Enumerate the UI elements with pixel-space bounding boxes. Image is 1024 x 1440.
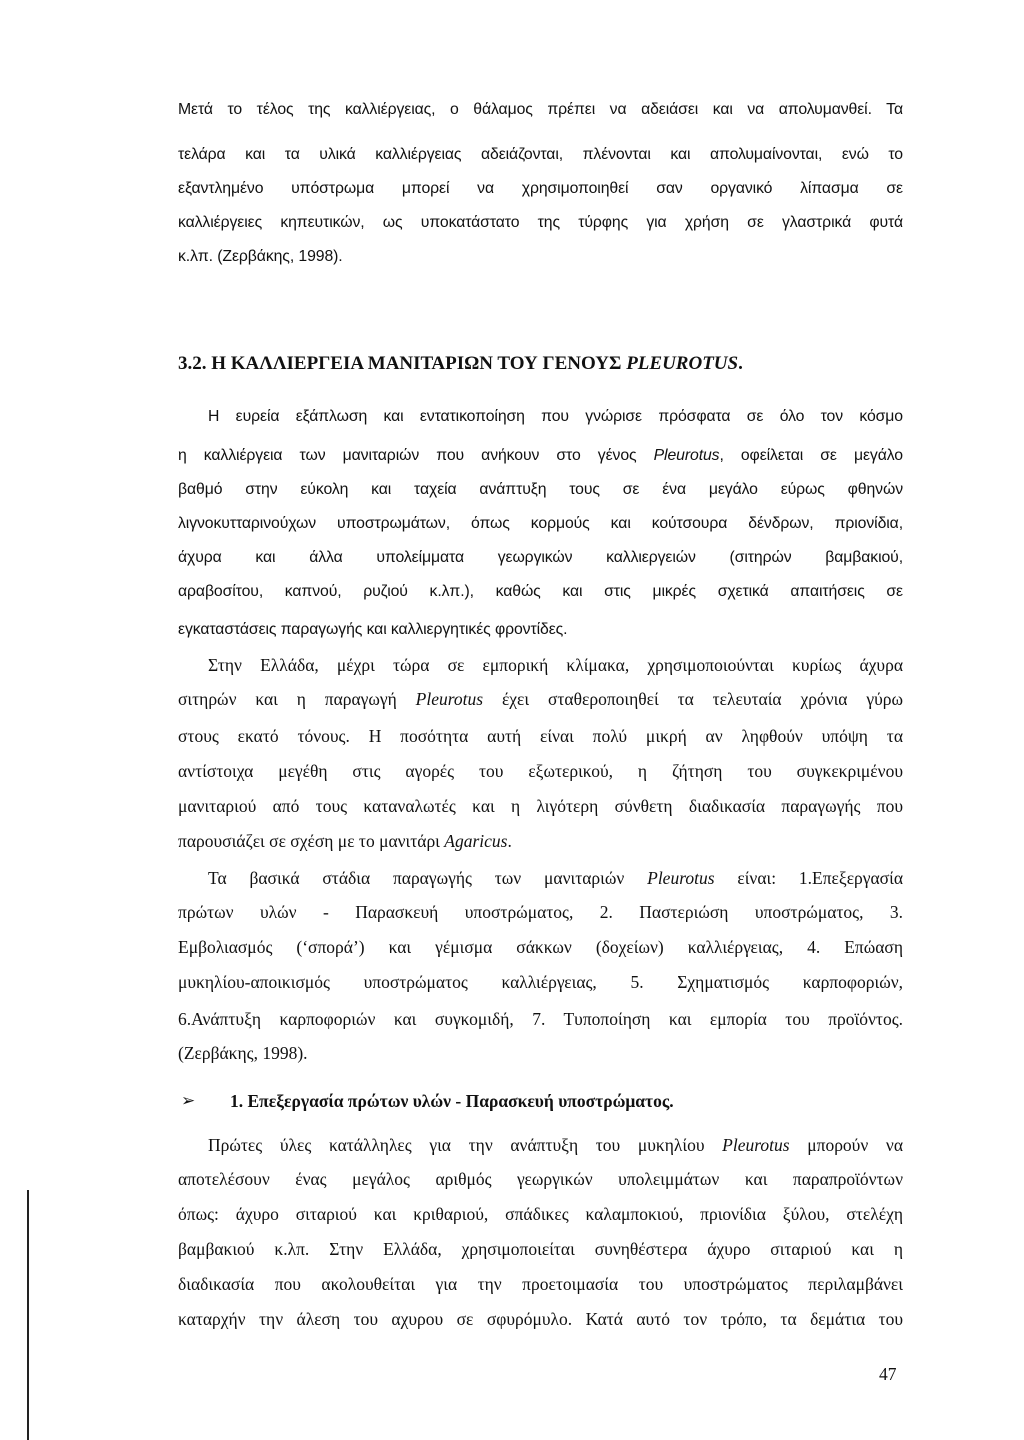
para3-line-4: μυκηλίου-αποικισμός υποστρώματος καλλιέργειας, 5. Σχηματισμός καρποφοριών, [178,972,903,992]
intro-line-5: κ.λπ. (Ζερβάκης, 1998). [178,248,343,265]
para3-line-2: πρώτων υλών - Παρασκευή υποστρώματος, 2. Παστεριώση υποστρώματος, 3. [178,902,903,922]
section-heading [178,353,743,375]
para2-line-6: παρουσιάζει σε σχέση με το μανιτάρι Agaricus. [178,831,512,851]
para4-line-2: αποτελέσουν ένας μεγάλος αριθμός γεωργικών υπολειμμάτων και παραπροϊόντων [178,1169,903,1189]
section-heading-title: 3.2. Η ΚΑΛΛΙΕΡΓΕΙΑ ΜΑΝΙΤΑΡΙΩΝ ΤΟΥ ΓΕΝΟΥΣ [178,353,627,374]
para2-line-2: σιτηρών και η παραγωγή Pleurotus έχει σταθεροποιηθεί τα τελευταία χρόνια γύρω [178,689,903,709]
para2-line-3: στους εκατό τόνους. Η ποσότητα αυτή είναι πολύ μικρή αν ληφθούν υπόψη τα [178,726,903,746]
intro-line-4: καλλιέργειες κηπευτικών, ως υποκατάστατο της τύρφης για χρήση σε γλαστρικά φυτά [178,214,903,231]
para1-line-2: η καλλιέργεια των μανιταριών που ανήκουν στο γένος Pleurotus, οφείλεται σε μεγάλο [178,447,903,464]
intro-line-3: εξαντλημένο υπόστρωμα μπορεί να χρησιμοποιηθεί σαν οργανικό λίπασμα σε [178,180,903,197]
intro-line-1: Μετά το τέλος της καλλιέργειας, ο θάλαμος πρέπει να αδειάσει και να απολυμανθεί. Τα [178,101,903,118]
para1-line-3: βαθμό στην εύκολη και ταχεία ανάπτυξη τους σε ένα μεγάλο εύρως φθηνών [178,481,903,498]
para4-line-6: καταρχήν την άλεση του αχυρου σε σφυρόμυλο. Κατά αυτό τον τρόπο, τα δεμάτια του [178,1309,903,1329]
intro-line-2: τελάρα και τα υλικά καλλιέργειας αδειάζονται, πλένονται και απολυμαίνονται, ενώ το [178,146,903,163]
para1-line-6: αραβοσίτου, καπνού, ρυζιού κ.λπ.), καθώς και στις μικρές σχετικά απαιτήσεις σε [178,583,903,600]
para3-line-6: (Ζερβάκης, 1998). [178,1043,308,1063]
para2-line-4: αντίστοιχα μεγέθη στις αγορές του εξωτερικού, η ζήτηση του συγκεκριμένου [178,761,903,781]
page-number: 47 [879,1364,897,1384]
para2-line-5: μανιταριού από τους καταναλωτές και η λιγότερη σύνθετη διαδικασία παραγωγής που [178,796,903,816]
para1-line-1: Η ευρεία εξάπλωση και εντατικοποίηση που γνώρισε πρόσφατα σε όλο τον κόσμο [208,408,903,425]
para2-line-1: Στην Ελλάδα, μέχρι τώρα σε εμπορική κλίμακα, χρησιμοποιούνται κυρίως άχυρα [208,655,903,675]
para4-line-4: βαμβακιού κ.λπ. Στην Ελλάδα, χρησιμοποιείται συνηθέστερα άχυρο σιταριού και η [178,1239,903,1259]
para3-line-5: 6.Ανάπτυξη καρποφοριών και συγκομιδή, 7. Τυποποίηση και εμπορία του προϊόντος. [178,1009,903,1029]
para1-line-7: εγκαταστάσεις παραγωγής και καλλιεργητικές φροντίδες. [178,621,568,638]
margin-rule [27,1190,29,1440]
para4-line-1: Πρώτες ύλες κατάλληλες για την ανάπτυξη του μυκηλίου Pleurotus μπορούν να [208,1135,903,1155]
para4-line-3: όπως: άχυρο σιταριού και κριθαριού, σπάδικες καλαμποκιού, πριονίδια ξύλου, στελέχη [178,1204,903,1224]
para3-line-1: Τα βασικά στάδια παραγωγής των μανιταριών Pleurotus είναι: 1.Επεξεργασία [208,868,903,888]
section-heading-end: . [738,353,743,374]
section-heading-genus: PLEUROTUS [626,353,739,374]
arrow-bullet-icon: ➢ [181,1091,196,1111]
para1-line-4: λιγνοκυτταρινούχων υποστρωμάτων, όπως κορμούς και κούτσουρα δένδρων, πριονίδια, [178,515,903,532]
subsection-heading: 1. Επεξεργασία πρώτων υλών - Παρασκευή υποστρώματος. [230,1091,674,1111]
para4-line-5: διαδικασία που ακολουθείται για την προετοιμασία του υποστρώματος περιλαμβάνει [178,1274,903,1294]
para3-line-3: Εμβολιασμός (‘σπορά’) και γέμισμα σάκκων (δοχείων) καλλιέργειας, 4. Επώαση [178,937,903,957]
para1-line-5: άχυρα και άλλα υπολείμματα γεωργικών καλλιεργειών (σιτηρών βαμβακιού, [178,549,903,566]
